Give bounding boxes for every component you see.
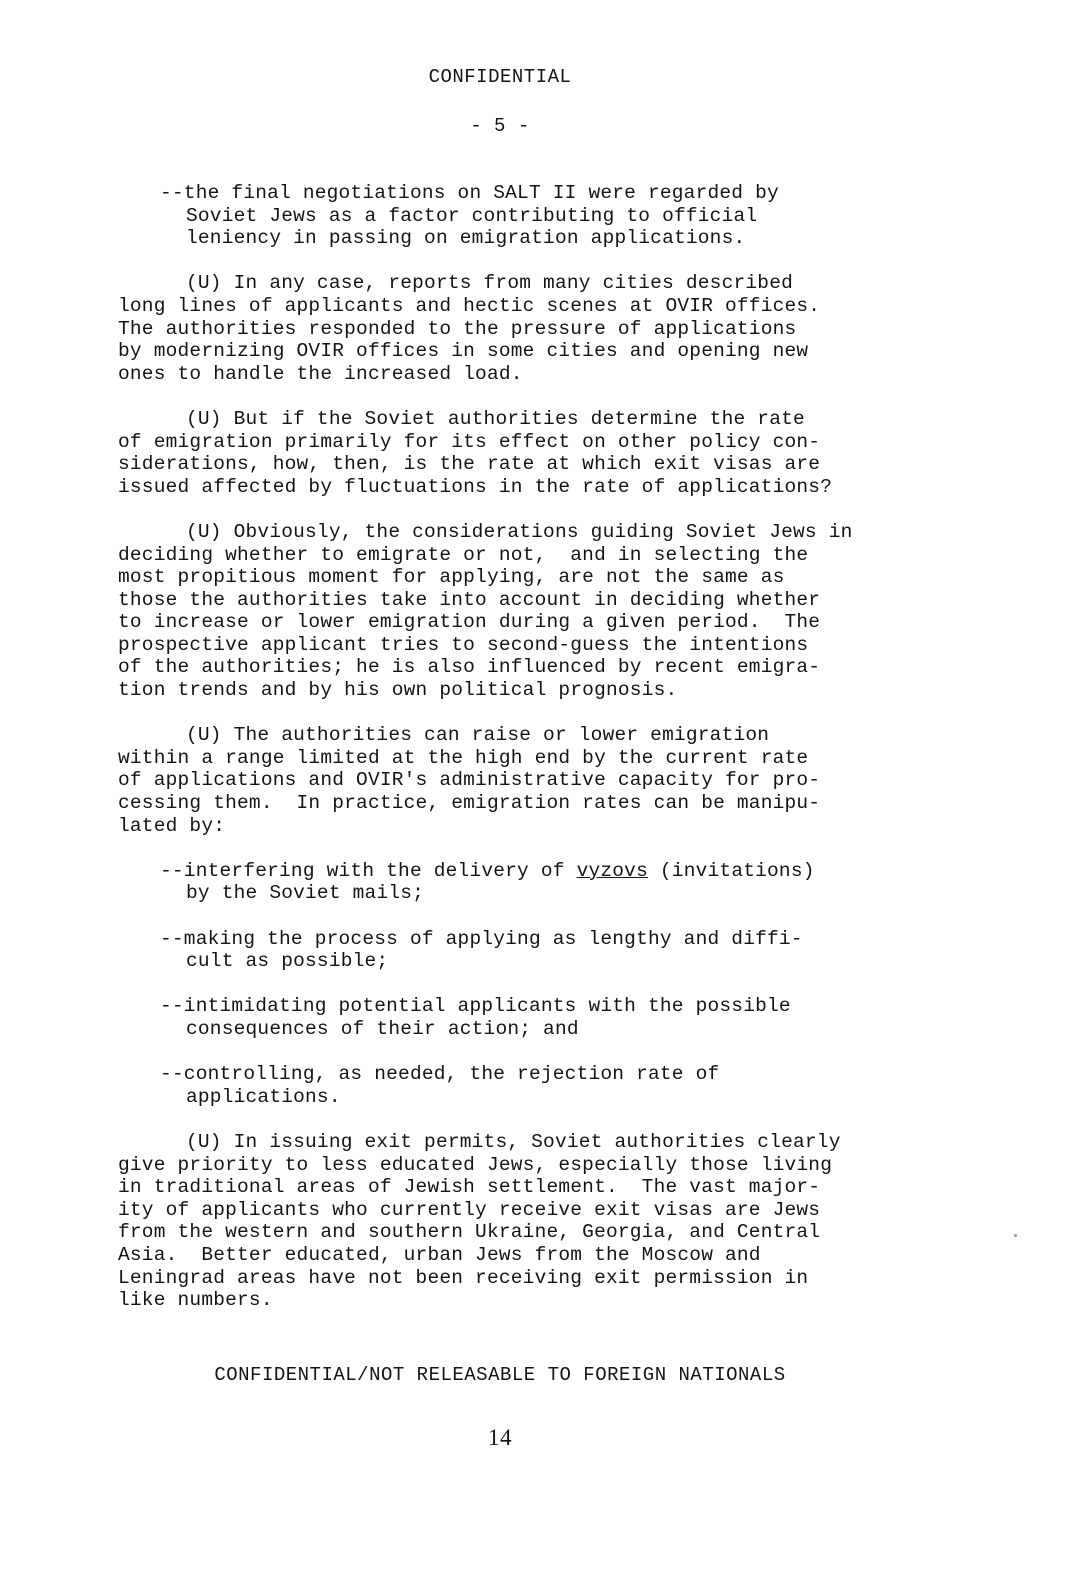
bullet-salt-line-3: leniency in passing on emigration applications. xyxy=(186,227,746,250)
para-6-line-4: ity of applicants who currently receive exit visas are Jews xyxy=(118,1198,821,1221)
para-2-line-4: by modernizing OVIR offices in some cities and opening new xyxy=(118,340,809,363)
para-6-line-8: like numbers. xyxy=(118,1289,273,1312)
page-number: 14 xyxy=(488,1425,512,1450)
para-4-line-5: to increase or lower emigration during a given period. The xyxy=(118,611,821,634)
scan-speck xyxy=(1014,1234,1017,1237)
para-6-line-2: give priority to less educated Jews, especially those living xyxy=(118,1153,833,1176)
para-4-line-6: prospective applicant tries to second-guess the intentions xyxy=(118,633,809,656)
para-6-line-3: in traditional areas of Jewish settlement. The vast major- xyxy=(118,1176,821,1199)
para-6-line-5: from the western and southern Ukraine, Georgia, and Central xyxy=(118,1221,821,1244)
para-2-line-1: (U) In any case, reports from many cities described xyxy=(186,272,793,295)
body-text xyxy=(118,182,948,1312)
bullet-process-line-1: --making the process of applying as lengthy and diffi- xyxy=(160,927,803,950)
para-4-line-7: of the authorities; he is also influenced by recent emigra- xyxy=(118,656,821,679)
bullet-intimidate-line-1: --intimidating potential applicants with the possible xyxy=(160,995,791,1018)
para-3-line-3: siderations, how, then, is the rate at which exit visas are xyxy=(118,453,821,476)
bullet-vyzovs-pre: --interfering with the delivery of xyxy=(160,859,577,882)
bullet-vyzovs-line-1 xyxy=(118,860,948,883)
para-5-line-2: within a range limited at the high end by the current rate xyxy=(118,746,809,769)
para-5-line-1: (U) The authorities can raise or lower emigration xyxy=(186,724,770,747)
para-5-line-5: lated by: xyxy=(118,814,226,837)
para-2-line-3: The authorities responded to the pressure of applications xyxy=(118,317,797,340)
bullet-salt-line-2: Soviet Jews as a factor contributing to official xyxy=(186,204,758,227)
para-4-line-8: tion trends and by his own political prognosis. xyxy=(118,679,678,702)
para-6-line-6: Asia. Better educated, urban Jews from the Moscow and xyxy=(118,1243,761,1266)
para-3-line-4: issued affected by fluctuations in the rate of applications? xyxy=(118,475,833,498)
bullet-salt-line-1: --the final negotiations on SALT II were regarded by xyxy=(160,182,779,204)
para-4-line-1: (U) Obviously, the considerations guiding Soviet Jews in xyxy=(186,520,853,543)
para-4-line-2: deciding whether to emigrate or not, and in selecting the xyxy=(118,543,809,566)
para-3-line-1: (U) But if the Soviet authorities determine the rate xyxy=(186,407,805,430)
page-marker: - 5 - xyxy=(470,115,530,137)
bullet-process-line-2: cult as possible; xyxy=(186,950,389,973)
para-4-line-3: most propitious moment for applying, are not the same as xyxy=(118,566,785,589)
para-4-line-4: those the authorities take into account in deciding whether xyxy=(118,588,821,611)
para-6-line-7: Leningrad areas have not been receiving exit permission in xyxy=(118,1266,809,1289)
para-6-line-1: (U) In issuing exit permits, Soviet authorities clearly xyxy=(186,1130,841,1153)
para-3-line-2: of emigration primarily for its effect on other policy con- xyxy=(118,430,821,453)
header-classification: CONFIDENTIAL xyxy=(428,66,572,88)
para-2-line-2: long lines of applicants and hectic scenes at OVIR offices. xyxy=(118,294,821,317)
para-5-line-3: of applications and OVIR's administrative capacity for pro- xyxy=(118,769,821,792)
bullet-vyzovs-post: (invitations) xyxy=(648,859,815,882)
footer-classification: CONFIDENTIAL/NOT RELEASABLE TO FOREIGN NATIONALS xyxy=(214,1364,786,1386)
para-5-line-4: cessing them. In practice, emigration rates can be manipu- xyxy=(118,792,821,815)
bullet-vyzovs-line-2: by the Soviet mails; xyxy=(186,882,425,905)
bullet-intimidate-line-2: consequences of their action; and xyxy=(186,1017,579,1040)
vyzovs-term: vyzovs xyxy=(576,859,648,882)
para-2-line-5: ones to handle the increased load. xyxy=(118,362,523,385)
bullet-rejection-line-1: --controlling, as needed, the rejection rate of xyxy=(160,1063,720,1086)
bullet-rejection-line-2: applications. xyxy=(186,1085,341,1108)
